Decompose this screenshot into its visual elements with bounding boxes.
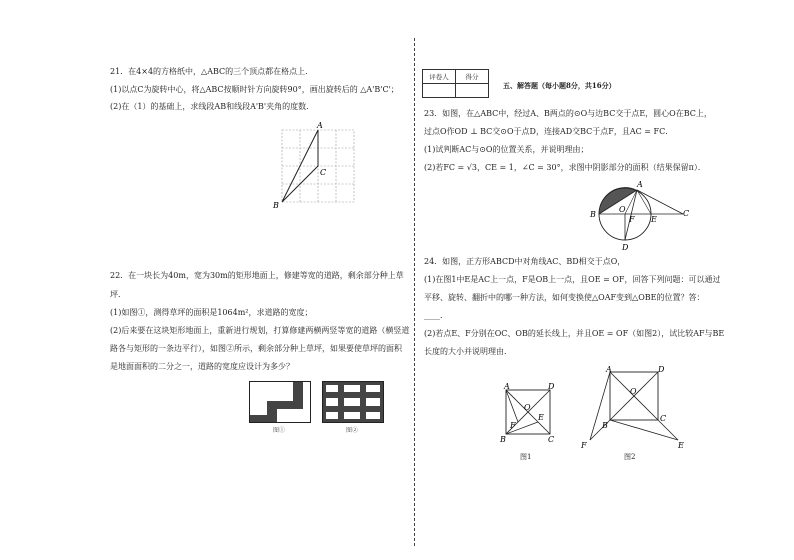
label-c: C — [320, 168, 327, 177]
label-f: F — [581, 441, 587, 450]
q22-line-5: 路各与矩形的一条边平行），如图②所示，剩余部分种上草坪，如果要使草坪的面积 — [110, 344, 402, 353]
q24-line-3: 平移、旋转、翻折中的哪一种方法，如何变换使△OAF变到△OBE的位置？答： — [424, 293, 705, 302]
q22-line-2: 坪． — [110, 290, 126, 299]
label-e: E — [651, 215, 657, 224]
column-divider — [414, 38, 415, 546]
label-e: E — [538, 413, 544, 422]
label-d: D — [658, 366, 665, 374]
q24-line-6: 长度的大小并说明理由． — [424, 347, 512, 356]
label-f: F — [510, 421, 516, 430]
label-b: B — [590, 210, 596, 219]
q24-line-1: 24．如图，正方形ABCD中对角线AC、BD相交于点O， — [424, 257, 626, 266]
q21-line-1: 21．在4×4的方格纸中，△ABC的三个顶点都在格点上． — [110, 67, 314, 76]
label-c: C — [548, 435, 555, 444]
q22-line-1: 22．在一块长为40m，宽为30m的矩形地面上，修建等宽的道路，剩余部分种上草 — [110, 271, 404, 280]
section-title: 五、解答题（每小题8分，共16分） — [503, 81, 616, 90]
label-c: C — [660, 414, 667, 423]
label-e: E — [678, 441, 684, 450]
square-figure-2 — [576, 366, 688, 452]
label-d: D — [622, 243, 629, 252]
q24-line-4: ____． — [424, 311, 448, 320]
q23-circle-figure — [585, 176, 695, 254]
fig1-caption: 图① — [273, 427, 286, 434]
score-table-score-header: 得分 — [456, 70, 489, 84]
label-o: O — [524, 403, 531, 412]
q22-line-6: 是地面面积的二分之一，道路的宽度应设计为多少？ — [110, 362, 294, 371]
label-b: B — [273, 201, 279, 210]
q22-line-4: (2)后来要在这块矩形地面上，重新进行规划，打算修建两横两竖等宽的道路（横竖道 — [110, 326, 410, 335]
score-table-grader-header: 评卷人 — [423, 70, 456, 84]
label-d: D — [548, 382, 555, 391]
label-f: F — [629, 215, 635, 224]
label-a: A — [637, 180, 643, 189]
fig2-caption: 图2 — [624, 453, 636, 461]
q22-line-3: (1)如图①，测得草坪的面积是1064m²，求道路的宽度； — [110, 308, 313, 317]
q23-line-4: (2)若FC = √3，CE = 1，∠C = 30°，求图中阴影部分的面积（结果保留π）． — [424, 163, 706, 172]
q24-line-5: (2)若点E、F分别在OC、OB的延长线上，并且OE = OF（如图2），试比较AF与BE — [424, 329, 725, 338]
road-figure-1 — [249, 381, 311, 423]
label-b: B — [602, 421, 608, 430]
q21-grid-figure — [270, 120, 360, 210]
q21-line-2: (1)以点C为旋转中心，将△ABC按顺时针方向旋转90°，画出旋转后的 △A'B'C'； — [110, 85, 399, 94]
road-figure-2 — [322, 381, 384, 423]
q24-line-2: (1)在图1中E是AC上一点，F是OB上一点，且OE = OF，回答下列问题：可以通过 — [424, 275, 721, 284]
q23-line-1: 23．如图，在△ABC中，经过A、B两点的⊙O与边BC交于点E，圆心O在BC上， — [424, 109, 712, 118]
square-figure-1 — [498, 380, 560, 448]
q21-line-3: (2)在（1）的基础上，求线段AB和线段A'B'夹角的度数． — [110, 102, 315, 111]
score-table-score-cell[interactable] — [456, 84, 489, 98]
label-o: O — [619, 205, 626, 214]
score-table — [422, 69, 489, 98]
label-c: C — [683, 209, 690, 218]
label-a: A — [504, 382, 510, 391]
fig1-caption: 图1 — [520, 453, 532, 461]
q23-line-3: (1)试判断AC与⊙O的位置关系，并说明理由； — [424, 145, 589, 154]
label-a: A — [606, 366, 612, 374]
label-a: A — [317, 121, 323, 130]
fig2-caption: 图② — [346, 427, 359, 434]
score-table-grader-cell[interactable] — [423, 84, 456, 98]
q23-line-2: 过点O作OD ⊥ BC交⊙O于点D，连接AD交BC于点F，且AC = FC． — [424, 127, 674, 136]
label-b: B — [500, 435, 506, 444]
label-o: O — [630, 387, 637, 396]
